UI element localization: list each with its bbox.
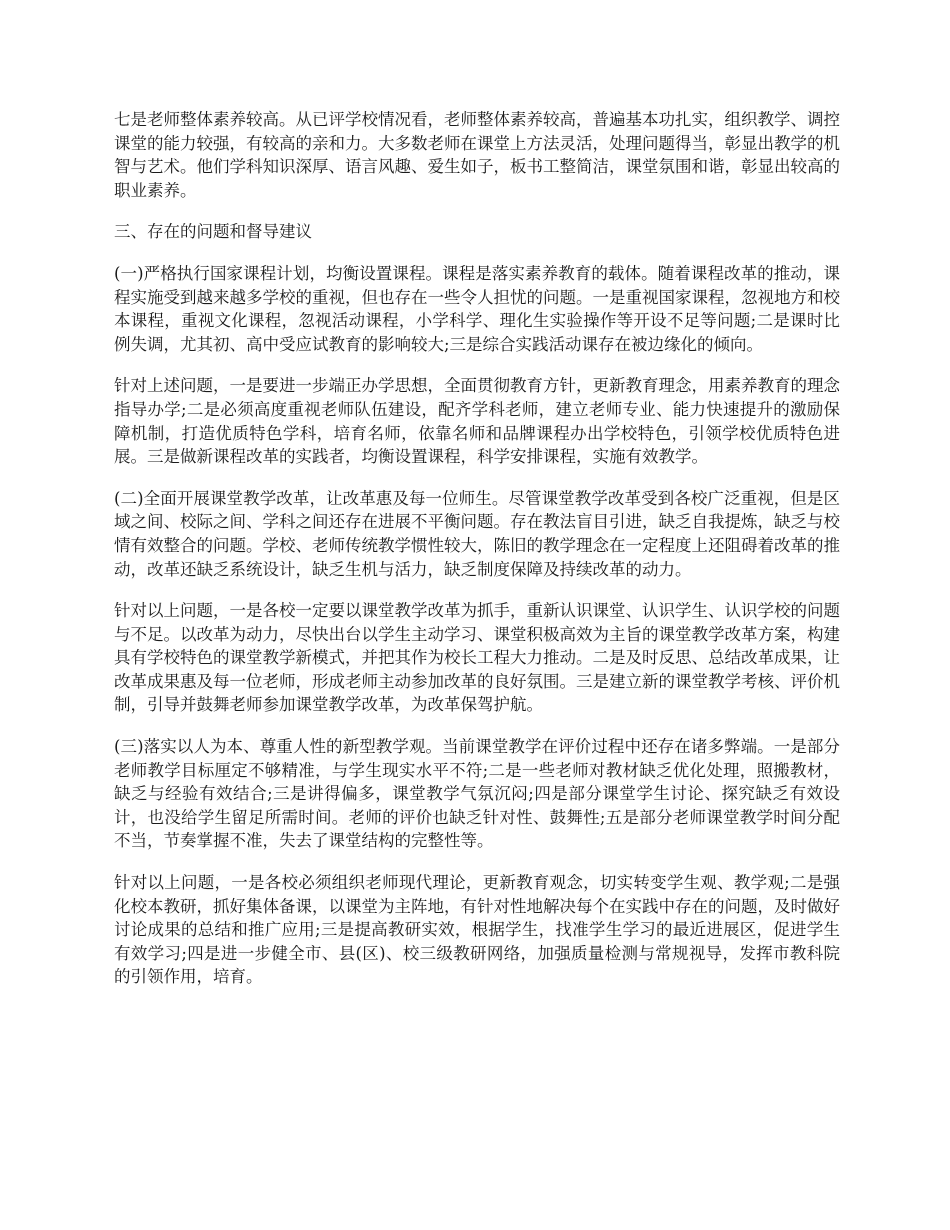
paragraph-reform-issue: (二)全面开展课堂教学改革，让改革惠及每一位师生。尽管课堂教学改革受到各校广泛重视，但是区域之间、校际之间、学科之间还存在进展不平衡问题。存在教法盲目引进，缺乏自我提炼，缺乏与校情有效整合的问题。学校、老师传统教学惯性较大，陈旧的教学理念在一定程度上还阻碍着改革的推动，改革还缺乏系统设计，缺乏生机与活力，缺乏制度保障及持续改革的动力。: [114, 488, 840, 579]
paragraph-teaching-view-suggestion: 针对以上问题，一是各校必须组织老师现代理论，更新教育观念，切实转变学生观、教学观;二是强化校本教研，抓好集体备课，以课堂为主阵地，有针对性地解决每个在实践中存在的问题，及时做好讨论成果的总结和推广应用;三是提高教研实效，根据学生，找准学生学习的最近进展区，促进学生有效学习;四是进一步健全市、县(区)、校三级教研网络，加强质量检测与常规视导，发挥市教科院的引领作用，培育。: [114, 873, 840, 987]
paragraph-curriculum-suggestion: 针对上述问题，一是要进一步端正办学思想，全面贯彻教育方针，更新教育理念，用素养教育的理念指导办学;二是必须高度重视老师队伍建设，配齐学科老师，建立老师专业、能力快速提升的激励保障机制，打造优质特色学科，培育名师，依靠名师和品牌课程办出学校特色，引领学校优质特色进展。三是做新课程改革的实践者，均衡设置课程，科学安排课程，实施有效教学。: [114, 376, 840, 467]
paragraph-teaching-view-issue: (三)落实以人为本、尊重人性的新型教学观。当前课堂教学在评价过程中还存在诸多弊端。一是部分老师教学目标厘定不够精准，与学生现实水平不符;二是一些老师对教材缺乏优化处理，照搬教材，缺乏与经验有效结合;三是讲得偏多，课堂教学气氛沉闷;四是部分课堂学生讨论、探究缺乏有效设计，也没给学生留足所需时间。老师的评价也缺乏针对性、鼓舞性;五是部分老师课堂教学时间分配不当，节奏掌握不准，失去了课堂结构的完整性等。: [114, 737, 840, 851]
paragraph-curriculum-issue: (一)严格执行国家课程计划，均衡设置课程。课程是落实素养教育的载体。随着课程改革的推动，课程实施受到越来越多学校的重视，但也存在一些令人担忧的问题。一是重视国家课程，忽视地方和校本课程，重视文化课程，忽视活动课程，小学科学、理化生实验操作等开设不足等问题;二是课时比例失调，尤其初、高中受应试教育的影响较大;三是综合实践活动课存在被边缘化的倾向。: [114, 263, 840, 354]
document-body: [114, 108, 840, 1007]
paragraph-reform-suggestion: 针对以上问题，一是各校一定要以课堂教学改革为抓手，重新认识课堂、认识学生、认识学校的问题与不足。以改革为动力，尽快出台以学生主动学习、课堂积极高效为主旨的课堂教学改革方案，构建具有学校特色的课堂教学新模式，并把其作为校长工程大力推动。二是及时反思、总结改革成果，让改革成果惠及每一位老师，形成老师主动参加改革的良好氛围。三是建立新的课堂教学考核、评价机制，引导并鼓舞老师参加课堂教学改革，为改革保驾护航。: [114, 601, 840, 715]
section-heading-problems-and-suggestions: 三、存在的问题和督导建议: [114, 222, 312, 242]
paragraph-teacher-quality: 七是老师整体素养较高。从已评学校情况看，老师整体素养较高，普遍基本功扎实，组织教学、调控课堂的能力较强，有较高的亲和力。大多数老师在课堂上方法灵活，处理问题得当，彰显出教学的机智与艺术。他们学科知识深厚、语言风趣、爱生如子，板书工整简洁，课堂氛围和谐，彰显出较高的职业素养。: [114, 110, 840, 200]
